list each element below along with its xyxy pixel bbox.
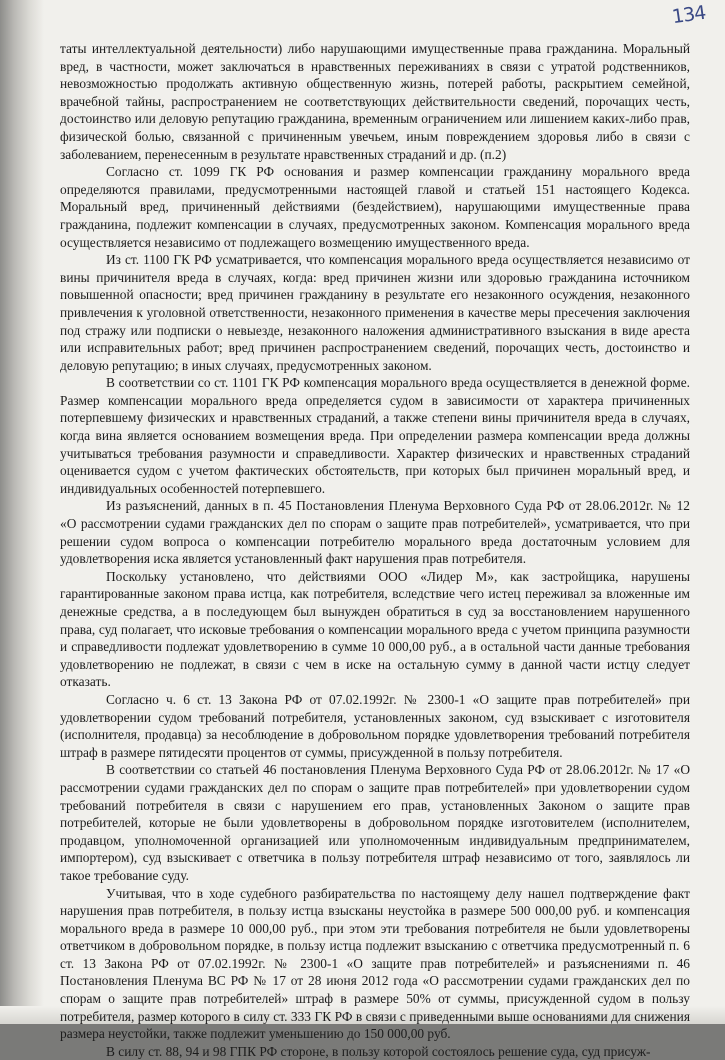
paragraph-art-1099: Согласно ст. 1099 ГК РФ основания и размер компенсации гражданину морального вреда определяются правилами, предусмотренными настоящей главой и статьей 151 настоящего Кодекса. Моральный вред, причиненный действиями (бездействием), нарушающими имущественные права гражданина, подлежит компенсации в случаях, предусмотренных законом. Компенсация морального вреда осуществляется независимо от подлежащего возмещению имущественного вреда. <box>60 164 690 250</box>
paragraph-plenum-45: Из разъяснений, данных в п. 45 Постановления Пленума Верховного Суда РФ от 28.06.2012г. № 12 «О рассмотрении судами гражданских дел по спорам о защите прав потребителей», усматривается, что при решении судом вопроса о компенсации потребителю морального вреда достаточным условием для удовлетворения иска является установленный факт нарушения прав потребителя. <box>60 498 690 567</box>
paragraph-art-1101: В соответствии со ст. 1101 ГК РФ компенсация морального вреда осуществляется в денежной форме. Размер компенсации морального вреда определяется судом в зависимости от характера причиненных потерпевшему физических и нравственных страданий, а также степени вины причинителя вреда в случаях, когда вина является основанием возмещения вреда. При определении размера компенсации вреда должны учитываться требования разумности и справедливости. Характер физических и нравственных страданий оценивается судом с учетом фактических обстоятельств, при которых был причинен моральный вред, и индивидуальных особенностей потерпевшего. <box>60 375 690 496</box>
paragraph-art-1100: Из ст. 1100 ГК РФ усматривается, что компенсация морального вреда осуществляется независимо от вины причинителя вреда в случаях, когда: вред причинен жизни или здоровью гражданина источником повышенной опасности; вред причинен гражданину в результате его незаконного осуждения, незаконного привлечения к уголовной ответственности, незаконного применения в качестве меры пресечения заключения под стражу или подписки о невыезде, незаконного наложения административного взыскания в виде ареста или исправительных работ; вред причинен распространением сведений, порочащих честь, достоинство и деловую репутацию; в иных случаях, предусмотренных законом. <box>60 252 690 373</box>
handwritten-page-number: 134 <box>670 1 707 29</box>
binding-shadow <box>0 0 44 1024</box>
paragraph-court-costs: В силу ст. 88, 94 и 98 ГПК РФ стороне, в пользу которой состоялось решение суда, суд присуж- <box>106 1043 651 1059</box>
paragraph-moral-damage-award: Поскольку установлено, что действиями ООО «Лидер М», как застройщика, нарушены гарантированные законом права истца, как потребителя, вследствие чего истец переживал за вложенные им денежные средства, а в последующем был вынужден обратиться в суд за восстановлением нарушенного права, суд полагает, что исковые требования о компенсации морального вреда с учетом принципа разумности и справедливости подлежат удовлетворению в сумме 10 000,00 руб., а в остальной части данные требования удовлетворению не подлежат, в связи с чем в иске на остальную сумму в данной части истцу следует отказать. <box>60 568 690 690</box>
paragraph-continuation: таты интеллектуальной деятельности) либо нарушающими имущественные права гражданина. Моральный вред, в частности, может заключаться в нравственных переживаниях в связи с утратой родственников, невозможностью продолжать активную общественную жизнь, потерей работы, раскрытием семейной, врачебной тайны, распространением не соответствующих действительности сведений, порочащих честь, достоинство или деловую репутацию гражданина, временным ограничением или лишением каких-либо прав, физической болью, связанной с причиненным увечьем, иным повреждением здоровья либо в связи с заболеванием, перенесенным в результате нравственных страданий и др. (п.2) <box>60 41 690 162</box>
paragraph-fine-calculation: Учитывая, что в ходе судебного разбирательства по настоящему делу нашел подтверждение факт нарушения прав потребителя, в пользу истца взысканы неустойка в размере 500 000,00 руб. и компенсация морального вреда в размере 10 000,00 руб., при этом эти требования потребителя не были удовлетворены ответчиком в добровольном порядке, в пользу истца подлежит взысканию с ответчика предусмотренный п. 6 ст. 13 Закона РФ от 07.02.1992г. № 2300-1 «О защите прав потребителей» и разъяснениями п. 46 Постановления Пленума ВС РФ № 17 от 28 июня 2012 года «О рассмотрении судами гражданских дел по спорам о защите прав потребителей» штраф в размере 50% от суммы, присужденной судом в пользу потребителя, размер которого в силу ст. 333 ГК РФ в связи с приведенными выше основаниями для снижения размера неустойки, также подлежит уменьшению до 150 000,00 руб. <box>60 885 690 1042</box>
paragraph-plenum-46: В соответствии со статьей 46 постановления Пленума Верховного Суда РФ от 28.06.2012г. № 17 «О рассмотрении судами гражданских дел по спорам о защите прав потребителей» при удовлетворении судом требований потребителя в связи с нарушением его прав, установленных Законом о защите прав потребителей, которые не были удовлетворены в добровольном порядке изготовителем (исполнителем, продавцом, уполномоченной организацией или уполномоченным индивидуальным предпринимателем, импортером), суд взыскивает с ответчика в пользу потребителя штраф независимо от того, заявлялось ли такое требование суду. <box>60 762 690 883</box>
paragraph-consumer-law-fine: Согласно ч. 6 ст. 13 Закона РФ от 07.02.1992г. № 2300-1 «О защите прав потребителей» при удовлетворении судом требований потребителя, установленных законом, суд взыскивает с изготовителя (исполнителя, продавца) за несоблюдение в добровольном порядке удовлетворения требований потребителя штраф в размере пятидесяти процентов от суммы, присужденной в пользу потребителя. <box>60 691 690 760</box>
document-body <box>60 40 690 1060</box>
